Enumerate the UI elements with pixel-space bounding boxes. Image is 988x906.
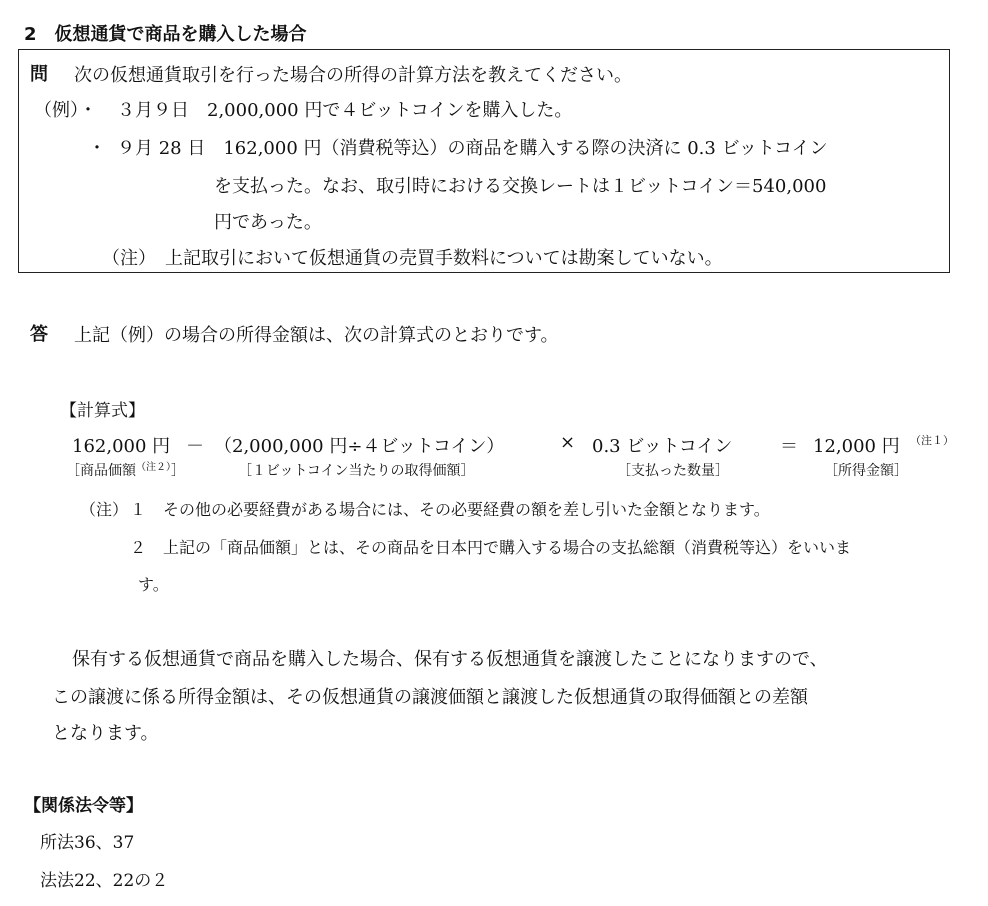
formula-label-product-price — [66, 460, 185, 480]
formula-result-note: （注１） — [910, 434, 954, 447]
laws-heading: 【関係法令等】 — [24, 796, 143, 816]
example-item-2-bullet: ・ — [88, 138, 106, 159]
question-text: 次の仮想通貨取引を行った場合の所得の計算方法を教えてください。 — [74, 65, 632, 86]
laws-line-2: 法法22、22の２ — [40, 871, 169, 891]
formula-result: 12,000 円 — [813, 436, 900, 457]
example-item-2-line-3: 円であった。 — [214, 212, 322, 233]
example-item-2-line-1: ９月 28 日 162,000 円（消費税等込）の商品を購入する際の決済に 0.3 ビットコイン — [117, 138, 828, 159]
note-1-text: その他の必要経費がある場合には、その必要経費の額を差し引いた金額となります。 — [163, 500, 770, 519]
note-1-number: １ — [130, 500, 147, 519]
formula-label-income: ［所得金額］ — [824, 463, 908, 479]
question-note: （注） 上記取引において仮想通貨の売買手数料については勘案していない。 — [102, 248, 723, 269]
formula-term-unit-cost: （2,000,000 円÷４ビットコイン） — [214, 436, 505, 457]
answer-text: 上記（例）の場合の所得金額は、次の計算式のとおりです。 — [74, 325, 559, 346]
formula-label-quantity: ［支払った数量］ — [617, 463, 729, 479]
example-item-2-line-2: を支払った。なお、取引時における交換レートは１ビットコイン＝540,000 — [214, 176, 827, 197]
paragraph-line-3: となります。 — [52, 723, 159, 744]
formula-label-unit-cost: ［１ビットコイン当たりの取得価額］ — [238, 463, 475, 479]
section-title: 2 仮想通貨で商品を購入した場合 — [24, 24, 307, 45]
formula-term-product-price: 162,000 円 — [72, 436, 171, 457]
note-2-line-1: 上記の「商品価額」とは、その商品を日本円で購入する場合の支払総額（消費税等込）をいいま — [163, 538, 852, 557]
label-product-price-close: ］ — [171, 463, 185, 479]
formula-equals-sign: ＝ — [780, 436, 798, 457]
example-label: （例）・ — [34, 100, 97, 121]
formula-term-quantity: 0.3 ビットコイン — [592, 436, 733, 457]
paragraph-line-2: この譲渡に係る所得金額は、その仮想通貨の譲渡価額と譲渡した仮想通貨の取得価額との差額 — [52, 687, 808, 708]
example-item-1: ３月９日 2,000,000 円で４ビットコインを購入した。 — [117, 100, 573, 121]
question-label: 問 — [30, 64, 48, 85]
note-2-line-2: す。 — [138, 575, 169, 594]
note-2-number: ２ — [130, 538, 147, 557]
formula-minus-sign: － — [186, 436, 204, 457]
laws-line-1: 所法36、37 — [40, 833, 135, 853]
formula-heading: 【計算式】 — [60, 401, 145, 421]
formula-times-sign: × — [560, 432, 576, 453]
notes-prefix: （注） — [80, 500, 129, 519]
label-product-price-note: （注２） — [136, 462, 171, 473]
paragraph-line-1: 保有する仮想通貨で商品を購入した場合、保有する仮想通貨を譲渡したことになりますので、 — [72, 649, 828, 670]
answer-label: 答 — [30, 324, 48, 345]
label-product-price-text: ［商品価額 — [66, 463, 136, 479]
